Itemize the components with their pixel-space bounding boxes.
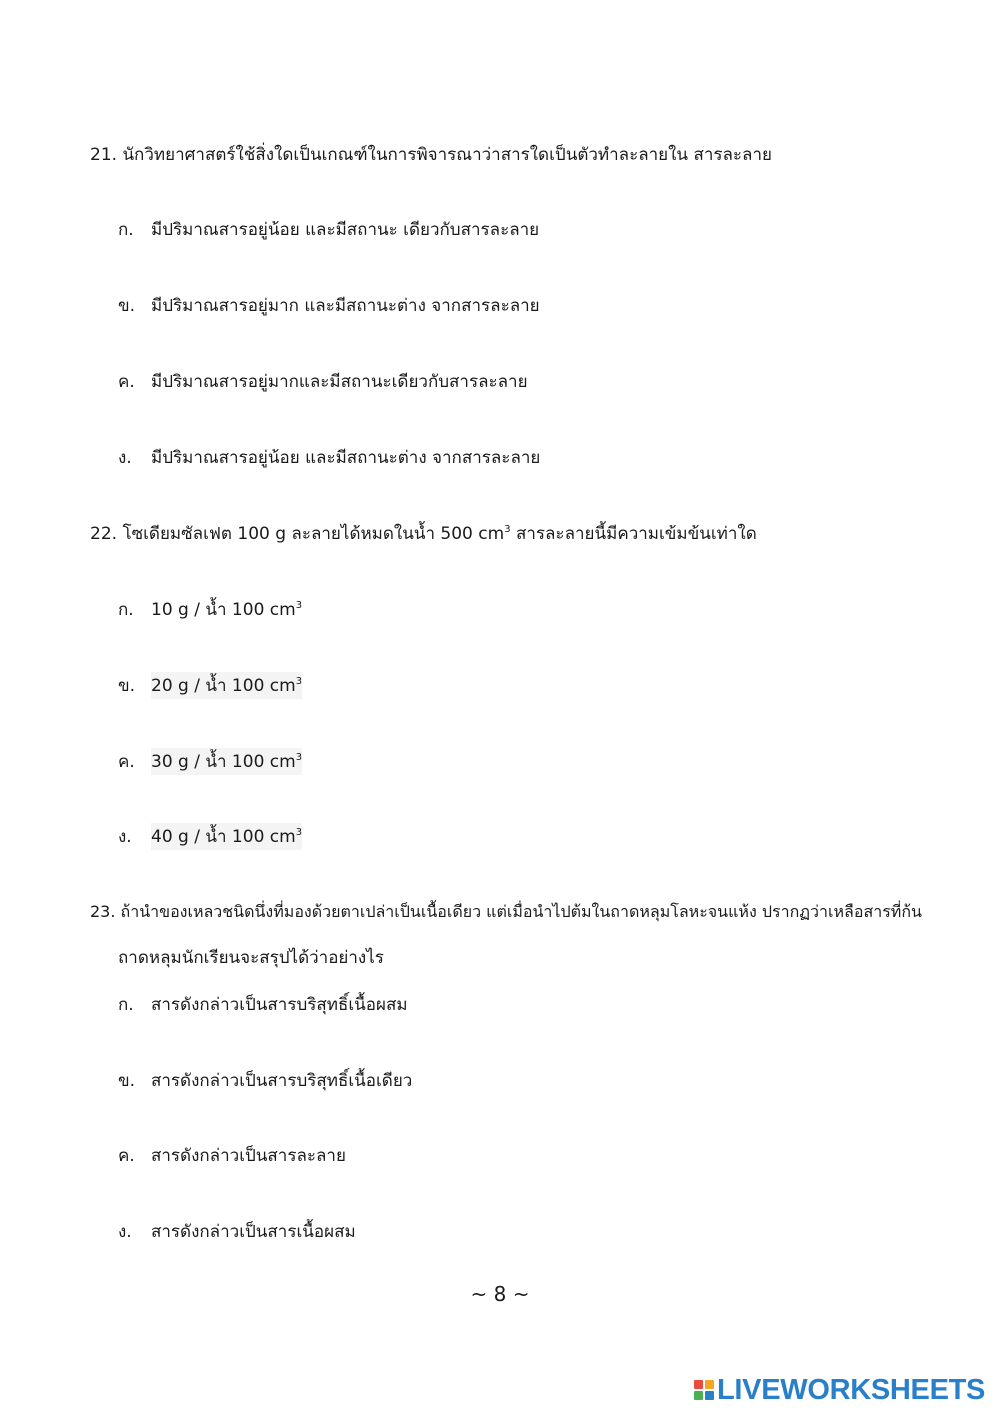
option-text: สารดังกล่าวเป็นสารบริสุทธิ์เนื้อผสม: [151, 995, 408, 1015]
superscript: 3: [295, 600, 303, 611]
option-label: ค.: [118, 752, 135, 772]
question-23: 23. ถ้านำของเหลวชนิดนึ่งที่มองด้วยตาเปล่าเป็นเนื้อเดียว แต่เมื่อนำไปต้มในถาดหลุมโลหะจนแห้ง ปรากฏว่าเหลือสารที่ก้น: [90, 902, 922, 921]
option-label: ข.: [118, 1071, 136, 1091]
question-23-cont: ถาดหลุมนักเรียนจะสรุปได้ว่าอย่างไร: [118, 948, 384, 968]
liveworksheets-logo[interactable]: [694, 1375, 985, 1405]
q21-option-b: [118, 292, 540, 319]
option-text: สารดังกล่าวเป็นสารเนื้อผสม: [151, 1222, 356, 1242]
option-label: ค.: [118, 372, 135, 392]
logo-text: LIVEWORKSHEETS: [717, 1373, 986, 1406]
q21-option-d: [118, 444, 540, 471]
option-text: สารดังกล่าวเป็นสารบริสุทธิ์เนื้อเดียว: [151, 1071, 413, 1091]
q23-option-a: [118, 991, 408, 1018]
option-label: ง.: [118, 827, 132, 847]
superscript: 3: [295, 752, 303, 763]
question-22: [90, 520, 757, 547]
q23-option-d: [118, 1218, 356, 1245]
question-21: 21. นักวิทยาศาสตร์ใช้สิ่งใดเป็นเกณฑ์ในการพิจารณาว่าสารใดเป็นตัวทำละลายใน สารละลาย: [90, 145, 772, 165]
option-text: มีปริมาณสารอยู่มาก และมีสถานะต่าง จากสารละลาย: [151, 296, 540, 316]
option-label: ค.: [118, 1146, 135, 1166]
option-label: ก.: [118, 600, 134, 620]
q23-option-c: [118, 1142, 346, 1169]
superscript: 3: [295, 827, 303, 838]
superscript: 3: [295, 676, 303, 687]
option-label: ง.: [118, 448, 132, 468]
option-text: มีปริมาณสารอยู่มากและมีสถานะเดียวกับสารละลาย: [151, 372, 528, 392]
logo-mark-icon: [694, 1380, 714, 1400]
question-text: 22. โซเดียมซัลเฟต 100 g ละลายได้หมดในน้ำ 500 cm: [90, 524, 505, 544]
option-text: สารดังกล่าวเป็นสารละลาย: [151, 1146, 346, 1166]
q22-option-d: [118, 823, 302, 850]
option-label: ข.: [118, 296, 136, 316]
page-number: ~ 8 ~: [470, 1282, 530, 1306]
q21-option-c: [118, 368, 528, 395]
option-label: ก.: [118, 220, 134, 240]
question-text-cont: สารละลายนี้มีความเข้มข้นเท่าใด: [510, 524, 757, 544]
option-text: 20 g / น้ำ 100 $cm^3$: [151, 672, 302, 699]
option-label: ง.: [118, 1222, 132, 1242]
q21-option-a: [118, 216, 539, 243]
superscript: 3: [504, 524, 511, 535]
option-text: 40 g / น้ำ 100 $cm^3$: [151, 823, 302, 850]
q23-option-b: [118, 1067, 412, 1094]
option-text: มีปริมาณสารอยู่น้อย และมีสถานะ เดียวกับสารละลาย: [151, 220, 540, 240]
option-label: ก.: [118, 995, 134, 1015]
option-label: ข.: [118, 676, 136, 696]
q22-option-c: [118, 748, 302, 775]
option-text: 30 g / น้ำ 100 $cm^3$: [151, 748, 302, 775]
option-text: มีปริมาณสารอยู่น้อย และมีสถานะต่าง จากสารละลาย: [151, 448, 541, 468]
q22-option-a: [118, 596, 302, 623]
q22-option-b: [118, 672, 302, 699]
option-text: 10 g / น้ำ 100 $cm^3$: [151, 600, 303, 620]
